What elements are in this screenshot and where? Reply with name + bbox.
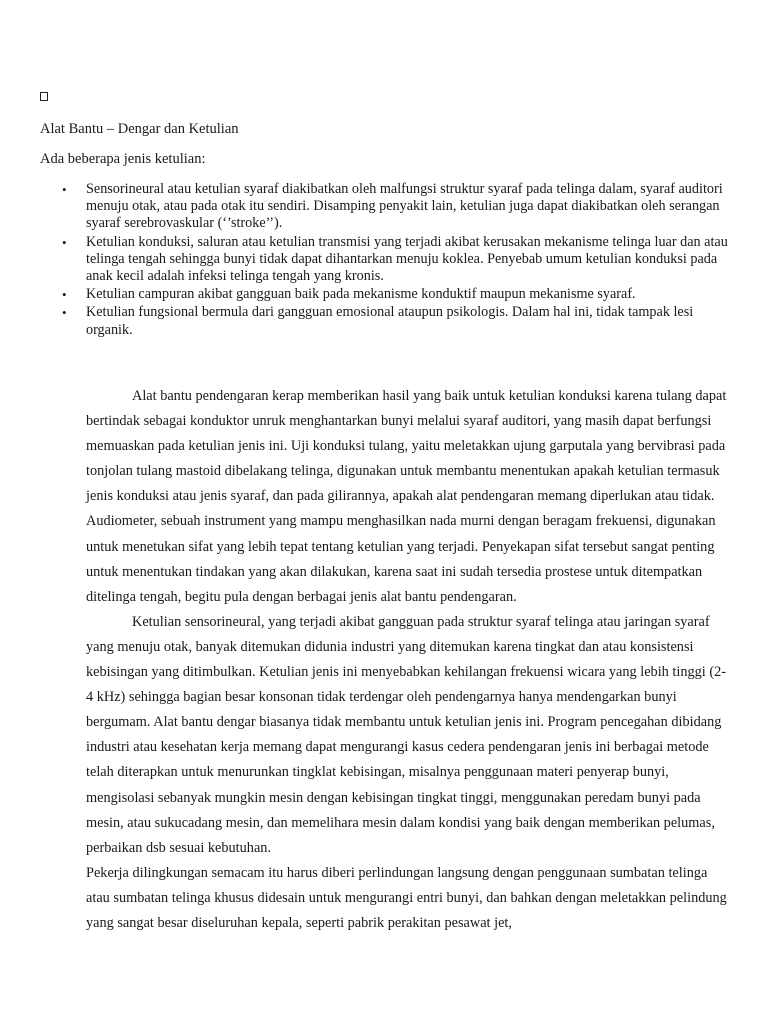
missing-glyph-box-icon xyxy=(40,92,48,101)
bullet-icon: • xyxy=(62,234,67,250)
bullet-icon: • xyxy=(62,305,67,321)
list-item-text: Ketulian konduksi, saluran atau ketulian transmisi yang terjadi akibat kerusakan mekanisme telinga luar dan atau telinga tengah sehingga bunyi tidak dapat dihantarkan menuju koklea. Penyebab umum ketulian konduksi pada anak kecil adalah infeksi telinga tengah yang kronis. xyxy=(86,233,728,285)
list-item-text: Ketulian fungsional bermula dari gangguan emosional ataupun psikologis. Dalam hal ini, tidak tampak lesi organik. xyxy=(86,304,694,338)
list-item-text: Sensorineural atau ketulian syaraf diakibatkan oleh malfungsi struktur syaraf pada telinga dalam, syaraf auditori menuju otak, atau pada otak itu sendiri. Disamping penyakit lain, ketulian juga dapat diakibatkan oleh serangan syaraf serebrovaskular (‘’stroke’’). xyxy=(86,181,723,232)
list-item xyxy=(40,181,732,233)
list-item-text: Ketulian campuran akibat gangguan baik pada mekanisme konduktif maupun mekanisme syaraf. xyxy=(86,286,636,303)
bullet-icon: • xyxy=(62,287,67,303)
list-item xyxy=(40,234,732,286)
paragraph: Pekerja dilingkungan semacam itu harus diberi perlindungan langsung dengan penggunaan sumbatan telinga atau sumbatan telinga khusus didesain untuk mengurangi entri bunyi, dan bahkan dengan meletakkan pelindung yang sangat besar diseluruhan kepala, seperti pabrik perakitan pesawat jet, xyxy=(86,864,727,931)
document-title: Alat Bantu – Dengar dan Ketulian xyxy=(40,121,239,137)
list-item xyxy=(40,286,732,303)
paragraph: Alat bantu pendengaran kerap memberikan hasil yang baik untuk ketulian konduksi karena tulang dapat bertindak sebagai konduktor unruk menghantarkan bunyi melalui syaraf auditori, yang masih dapat berfungsi memuaskan pada ketulian jenis ini. Uji konduksi tulang, yaitu meletakkan ujung garputala yang bervibrasi pada tonjolan tulang mastoid dibelakang telinga, digunakan untuk membantu menentukan apakah ketulian termasuk jenis konduksi atau jenis syaraf, dan pada gilirannya, apakah alat pendengaran memang diperlukan atau tidak. Audiometer, sebuah instrument yang mampu menghasilkan nada murni dengan beragam frekuensi, digunakan untuk menetukan sifat yang lebih tepat tentang ketulian yang terjadi. Penyekapan sifat tersebut sangat penting untuk menentukan tindakan yang akan dilakukan, karena saat ini sudah tersedia prostese untuk ditempatkan ditelinga tengah, begitu pula dengan berbagai jenis alat bantu pendengaran. xyxy=(86,388,727,605)
intro-text: Ada beberapa jenis ketulian: xyxy=(40,151,206,167)
body-text xyxy=(86,384,732,936)
paragraph: Ketulian sensorineural, yang terjadi akibat gangguan pada struktur syaraf telinga atau jaringan syaraf yang menuju otak, banyak ditemukan didunia industri yang ditemukan karena tingkat dan atau konsistensi kebisingan yang ditimbulkan. Ketulian jenis ini menyebabkan kehilangan frekuensi wicara yang lebih tinggi (2-4 kHz) sehingga bagian besar konsonan tidak terdengar oleh pendengarnya hanya mendengarkan bunyi bergumam. Alat bantu dengar biasanya tidak membantu untuk ketulian jenis ini. Program pencegahan dibidang industri atau kesehatan kerja memang dapat mengurangi kasus cedera pendengaran jenis ini berbagai metode telah diterapkan untuk menurunkan tingklat kebisingan, misalnya penggunaan materi penyerap bunyi, mengisolasi sebanyak mungkin mesin dengan kebisingan tingkat tinggi, menggunakan peredam bunyi pada mesin, atau sukucadang mesin, dan memelihara mesin dalam kondisi yang baik dengan memberikan pelumas, perbaikan dsb sesuai kebutuhan. xyxy=(86,613,727,856)
ketulian-types-list xyxy=(40,181,732,340)
list-item xyxy=(40,304,732,338)
bullet-icon: • xyxy=(62,182,67,197)
